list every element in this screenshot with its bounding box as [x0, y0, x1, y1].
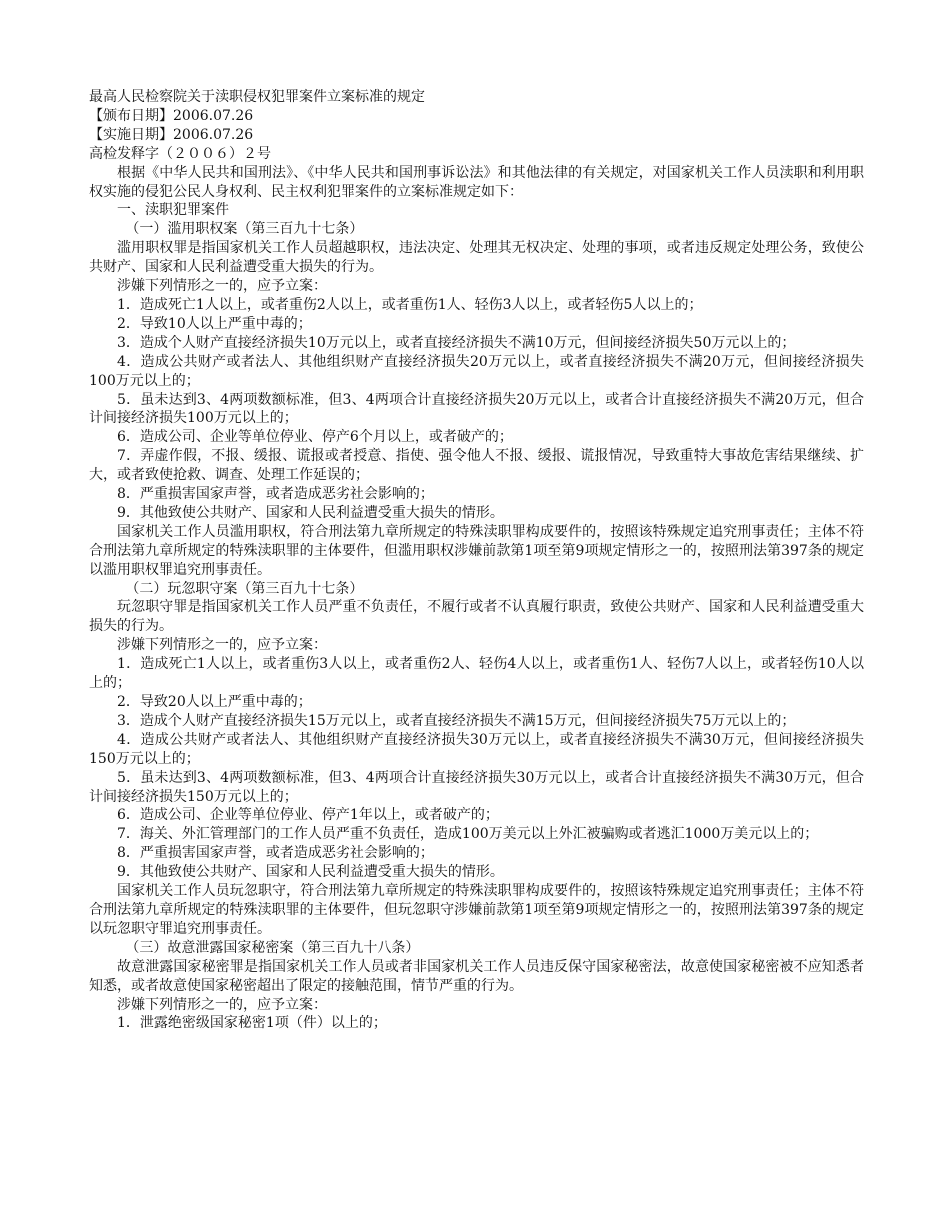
list-item: 3．造成个人财产直接经济损失15万元以上，或者直接经济损失不满15万元，但间接经济损失75万元以上的； [117, 712, 796, 729]
document-number: 高检发释字（２００６）２号 [89, 145, 271, 162]
case-definition: 故意泄露国家秘密罪是指国家机关工作人员或者非国家机关工作人员违反保守国家秘密法，故意使国家秘密被不应知悉者知悉，或者故意使国家秘密超出了限定的接触范围，情节严重的行为。 [89, 958, 864, 994]
list-item: 1．造成死亡1人以上，或者重伤2人以上，或者重伤1人、轻伤3人以上，或者轻伤5人以上的； [117, 296, 703, 313]
case-heading: （一）滥用职权案（第三百九十七条） [125, 221, 364, 238]
document-page [89, 88, 864, 1033]
case-definition: 玩忽职守罪是指国家机关工作人员严重不负责任，不履行或者不认真履行职责，致使公共财产、国家和人民利益遭受重大损失的行为。 [89, 599, 864, 635]
case-closing: 国家机关工作人员滥用职权，符合刑法第九章所规定的特殊渎职罪构成要件的，按照该特殊规定追究刑事责任；主体不符合刑法第九章所规定的特殊渎职罪的主体要件，但滥用职权涉嫌前款第1项至第9项规定情形之一的，按照刑法第397条的规定以滥用职权罪追究刑事责任。 [89, 523, 864, 578]
list-item: 3．造成个人财产直接经济损失10万元以上，或者直接经济损失不满10万元，但间接经济损失50万元以上的； [117, 334, 796, 351]
case-intro: 涉嫌下列情形之一的，应予立案： [117, 637, 327, 654]
list-item: 9．其他致使公共财产、国家和人民利益遭受重大损失的情形。 [117, 864, 504, 881]
list-item: 4．造成公共财产或者法人、其他组织财产直接经济损失30万元以上，或者直接经济损失不满30万元，但间接经济损失150万元以上的； [89, 731, 864, 767]
list-item: 2．导致10人以上严重中毒的； [117, 315, 312, 332]
case-intro: 涉嫌下列情形之一的，应予立案： [117, 996, 327, 1013]
list-item: 6．造成公司、企业等单位停业、停产6个月以上，或者破产的； [117, 429, 513, 446]
list-item: 6．造成公司、企业等单位停业、停产1年以上，或者破产的； [117, 807, 499, 824]
list-item: 2．导致20人以上严重中毒的； [117, 694, 312, 710]
list-item: 1．泄露绝密级国家秘密1项（件）以上的； [117, 1015, 387, 1032]
list-item: 7．弄虚作假，不报、缓报、谎报或者授意、指使、强令他人不报、缓报、谎报情况，导致重特大事故危害结果继续、扩大，或者致使抢救、调查、处理工作延误的； [89, 448, 864, 484]
list-item: 7．海关、外汇管理部门的工作人员严重不负责任，造成100万美元以上外汇被骗购或者逃汇1000万美元以上的； [117, 826, 819, 843]
case-heading: （二）玩忽职守案（第三百九十七条） [125, 580, 364, 597]
list-item: 9．其他致使公共财产、国家和人民利益遭受重大损失的情形。 [117, 504, 504, 521]
case-definition: 滥用职权罪是指国家机关工作人员超越职权，违法决定、处理其无权决定、处理的事项，或者违反规定处理公务，致使公共财产、国家和人民利益遭受重大损失的行为。 [89, 240, 864, 276]
case-intro: 涉嫌下列情形之一的，应予立案： [117, 278, 327, 295]
list-item: 5．虽未达到3、4两项数额标准，但3、4两项合计直接经济损失20万元以上，或者合计直接经济损失不满20万元，但合计间接经济损失100万元以上的； [89, 391, 864, 427]
list-item: 4．造成公共财产或者法人、其他组织财产直接经济损失20万元以上，或者直接经济损失不满20万元，但间接经济损失100万元以上的； [89, 353, 864, 389]
preamble: 根据《中华人民共和国刑法》、《中华人民共和国刑事诉讼法》和其他法律的有关规定，对国家机关工作人员渎职和利用职权实施的侵犯公民人身权利、民主权利犯罪案件的立案标准规定如下： [89, 164, 864, 200]
case-closing: 国家机关工作人员玩忽职守，符合刑法第九章所规定的特殊渎职罪构成要件的，按照该特殊规定追究刑事责任；主体不符合刑法第九章所规定的特殊渎职罪的主体要件，但玩忽职守涉嫌前款第1项至第9项规定情形之一的，按照刑法第397条的规定以玩忽职守罪追究刑事责任。 [89, 883, 864, 937]
list-item: 5．虽未达到3、4两项数额标准，但3、4两项合计直接经济损失30万元以上，或者合计直接经济损失不满30万元，但合计间接经济损失150万元以上的； [89, 769, 864, 805]
effective-date: 【实施日期】2006.07.26 [89, 126, 254, 143]
section-heading: 一、渎职犯罪案件 [117, 202, 229, 219]
list-item: 8．严重损害国家声誉，或者造成恶劣社会影响的； [117, 845, 434, 862]
list-item: 8．严重损害国家声誉，或者造成恶劣社会影响的； [117, 486, 434, 503]
case-heading: （三）故意泄露国家秘密案（第三百九十八条） [125, 939, 420, 956]
document-title: 最高人民检察院关于渎职侵权犯罪案件立案标准的规定 [89, 89, 425, 105]
list-item: 1．造成死亡1人以上，或者重伤3人以上，或者重伤2人、轻伤4人以上，或者重伤1人、轻伤7人以上，或者轻伤10人以上的； [89, 656, 864, 692]
publish-date: 【颁布日期】2006.07.26 [89, 107, 254, 124]
